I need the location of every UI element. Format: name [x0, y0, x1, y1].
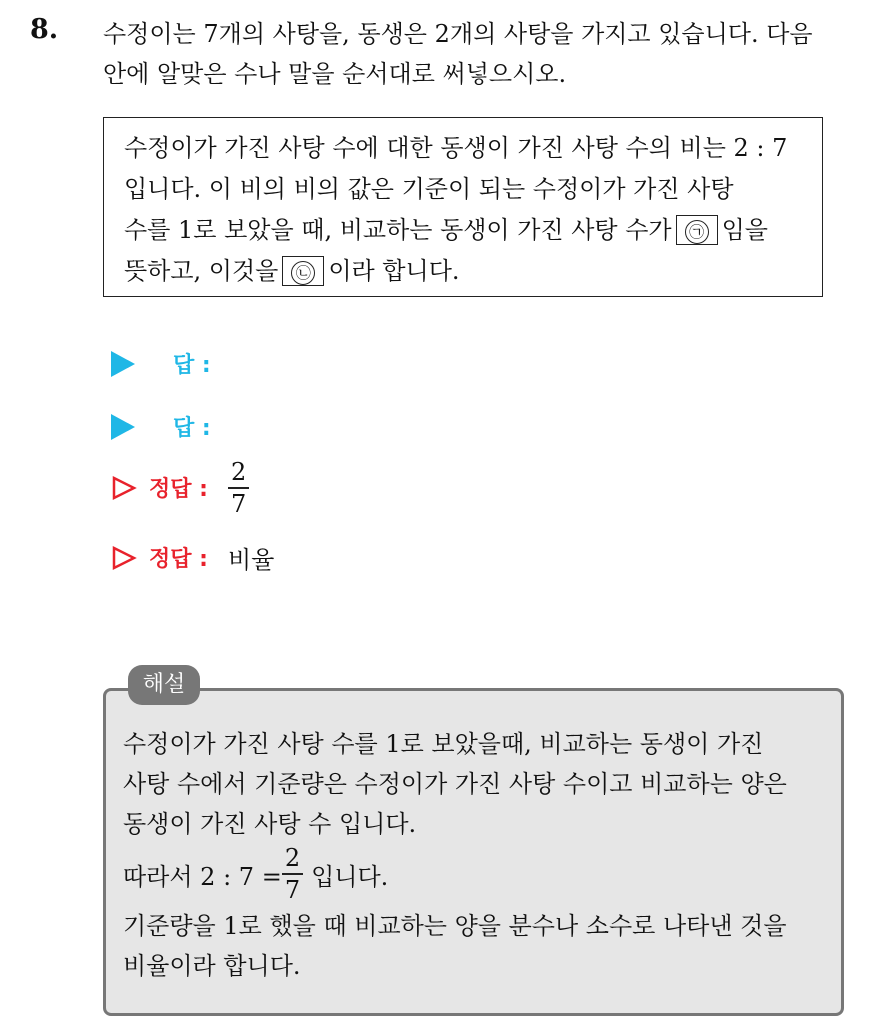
- problem-line-3-end: 임을: [721, 216, 768, 244]
- explanation-line-2: 사탕 수에서 기준량은 수정이가 가진 사탕 수이고 비교하는 양은: [123, 770, 787, 798]
- explanation-ratio-line: [123, 846, 833, 902]
- explanation-line-1: 수정이가 가진 사탕 수를 1로 보았을때, 비교하는 동생이 가진: [123, 730, 764, 758]
- problem-line-2: 입니다. 이 비의 비의 값은 기준이 되는 수정이가 가진 사탕: [124, 175, 734, 203]
- blank-2-label: ㉡: [291, 261, 315, 285]
- ratio-suffix: 입니다.: [311, 862, 389, 891]
- fraction-denominator: 7: [284, 875, 301, 904]
- problem-line-4: [124, 251, 822, 292]
- correct-answer-value: 비율: [227, 546, 275, 574]
- correct-answer-row-1: [111, 460, 249, 516]
- question-text: [103, 14, 873, 94]
- problem-line-3-text: 수를 1로 보았을 때, 비교하는 동생이 가진 사탕 수가: [124, 216, 672, 244]
- triangle-outline-icon: [111, 475, 137, 501]
- explanation-tag: 해설: [128, 665, 200, 705]
- answer-row-2: [111, 411, 211, 442]
- correct-answer-row-2: [111, 540, 274, 575]
- triangle-filled-icon: [111, 414, 135, 440]
- ratio-fraction: [282, 846, 303, 902]
- triangle-outline-icon: [111, 545, 137, 571]
- answer-label: 답 :: [173, 416, 211, 441]
- fraction-bar: [282, 873, 303, 875]
- explanation-body: [123, 724, 833, 986]
- fraction-denominator: 7: [230, 489, 247, 518]
- blank-1: [676, 215, 718, 245]
- answer-label: 답 :: [173, 353, 211, 378]
- problem-box: [103, 117, 823, 297]
- ratio-prefix: 따라서 2 : 7 =: [123, 862, 282, 891]
- problem-line-1: 수정이가 가진 사탕 수에 대한 동생이 가진 사탕 수의 비는 2 : 7: [124, 134, 788, 162]
- triangle-filled-icon: [111, 351, 135, 377]
- correct-answer-fraction: [228, 460, 249, 516]
- blank-2: [282, 256, 324, 286]
- blank-1-label: ㉠: [685, 220, 709, 244]
- question-line-1: 수정이는 7개의 사탕을, 동생은 2개의 사탕을 가지고 있습니다. 다음: [103, 20, 813, 48]
- fraction-bar: [228, 487, 249, 489]
- fraction-numerator: 2: [230, 458, 247, 486]
- correct-answer-label: 정답 :: [149, 547, 208, 572]
- question-line-2: 안에 알맞은 수나 말을 순서대로 써넣으시오.: [103, 60, 567, 88]
- problem-line-4-text: 뜻하고, 이것을: [124, 257, 279, 285]
- explanation-line-5: 비율이라 합니다.: [123, 952, 301, 980]
- explanation-line-4: 기준량을 1로 했을 때 비교하는 양을 분수나 소수로 나타낸 것을: [123, 912, 787, 940]
- problem-line-3: [124, 210, 822, 251]
- question-number: 8.: [30, 14, 59, 45]
- explanation-paragraph-2: [123, 906, 833, 986]
- answer-row-1: [111, 348, 211, 379]
- fraction-numerator: 2: [284, 844, 301, 873]
- explanation-line-3: 동생이 가진 사탕 수 입니다.: [123, 810, 417, 838]
- problem-line-4-end: 이라 합니다.: [328, 257, 460, 285]
- correct-answer-label: 정답 :: [149, 477, 208, 503]
